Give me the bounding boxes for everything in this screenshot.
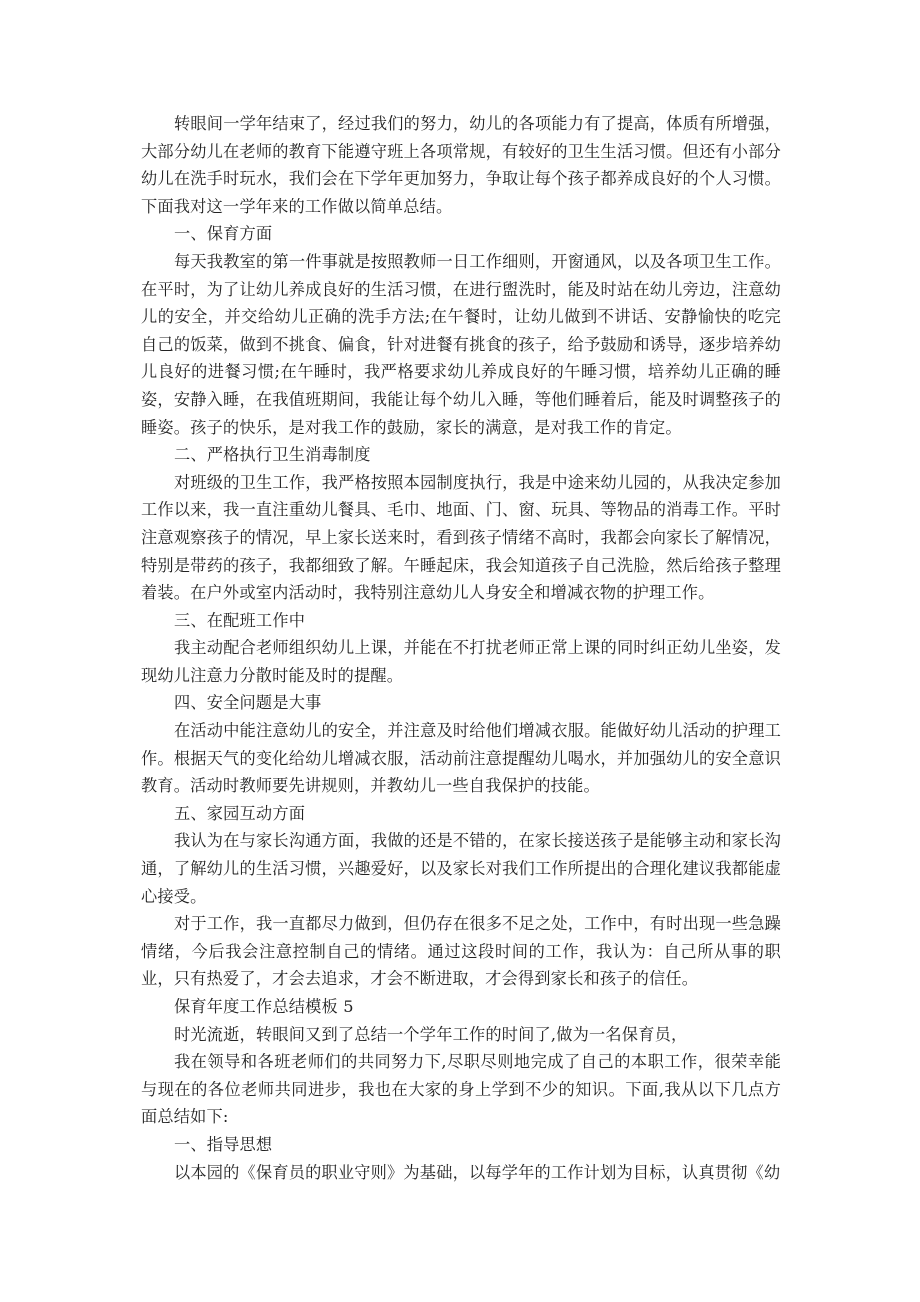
section-paragraph-care: 每天我教室的第一件事就是按照教师一日工作细则，开窗通风，以及各项卫生工作。在平时，为了让幼儿养成良好的生活习惯，在进行盥洗时，能及时站在幼儿旁边，注意幼儿的安全，并交给幼儿正确的洗手方法;在午餐时，让幼儿做到不讲话、安静愉快的吃完自己的饭菜，做到不挑食、偏食，针对进餐有挑食的孩子，给予鼓励和诱导，逐步培养幼儿良好的进餐习惯;在午睡时，我严格要求幼儿养成良好的午睡习惯，培养幼儿正确的睡姿，安静入睡，在我值班期间，我能让每个幼儿入睡，等他们睡着后，能及时调整孩子的睡姿。孩子的快乐，是对我工作的鼓励，家长的满意，是对我工作的肯定。 <box>141 251 781 437</box>
section-heading-safety: 四、安全问题是大事 <box>174 693 322 713</box>
document-body <box>141 110 781 1186</box>
template-5-paragraph-guiding: 以本园的《保育员的职业守则》为基础，以每学年的工作计划为目标，认真贯彻《幼 <box>174 1162 781 1182</box>
template-5-heading-guiding: 一、指导思想 <box>174 1134 273 1154</box>
template-5-title: 保育年度工作总结模板 5 <box>174 997 354 1016</box>
section-heading-hygiene: 二、严格执行卫生消毒制度 <box>174 445 371 465</box>
section-heading-assist: 三、在配班工作中 <box>174 610 306 630</box>
template-5-paragraph-1: 时光流逝，转眼间又到了总结一个学年工作的时间了,做为一名保育员， <box>174 1024 688 1044</box>
section-paragraph-hygiene: 对班级的卫生工作，我严格按照本园制度执行，我是中途来幼儿园的，从我决定参加工作以来，我一直注重幼儿餐具、毛巾、地面、门、窗、玩具、等物品的消毒工作。平时注意观察孩子的情况，早上家长送来时，看到孩子情绪不高时，我都会向家长了解情况，特别是带药的孩子，我都细致了解。午睡起床，我会知道孩子自己洗脸，然后给孩子整理着装。在户外或室内活动时，我特别注意幼儿人身安全和增减衣物的护理工作。 <box>141 472 781 603</box>
section-paragraph-safety: 在活动中能注意幼儿的安全，并注意及时给他们增减衣服。能做好幼儿活动的护理工作。根据天气的变化给幼儿增减衣服，活动前注意提醒幼儿喝水，并加强幼儿的安全意识教育。活动时教师要先讲规则，并教幼儿一些自我保护的技能。 <box>141 721 781 796</box>
section-paragraph-family: 我认为在与家长沟通方面，我做的还是不错的，在家长接送孩子是能够主动和家长沟通，了解幼儿的生活习惯，兴趣爱好，以及家长对我们工作所提出的合理化建议我都能虚心接受。 <box>141 831 781 906</box>
section-paragraph-assist: 我主动配合老师组织幼儿上课，并能在不打扰老师正常上课的同时纠正幼儿坐姿，发现幼儿注意力分散时能及时的提醒。 <box>141 638 781 685</box>
section-heading-family: 五、家园互动方面 <box>174 803 306 823</box>
intro-paragraph: 转眼间一学年结束了，经过我们的努力，幼儿的各项能力有了提高，体质有所增强，大部分幼儿在老师的教育下能遵守班上各项常规，有较好的卫生生活习惯。但还有小部分幼儿在洗手时玩水，我们会在下学年更加努力，争取让每个孩子都养成良好的个人习惯。下面我对这一学年来的工作做以简单总结。 <box>141 114 781 216</box>
section-heading-care: 一、保育方面 <box>174 224 273 244</box>
closing-paragraph: 对于工作，我一直都尽力做到，但仍存在很多不足之处，工作中，有时出现一些急躁情绪，今后我会注意控制自己的情绪。通过这段时间的工作，我认为：自己所从事的职业，只有热爱了，才会去追求，才会不断进取，才会得到家长和孩子的信任。 <box>141 914 781 989</box>
template-5-paragraph-2: 我在领导和各班老师们的共同努力下,尽职尽则地完成了自己的本职工作，很荣幸能与现在的各位老师共同进步，我也在大家的身上学到不少的知识。下面,我从以下几点方面总结如下: <box>141 1052 781 1127</box>
